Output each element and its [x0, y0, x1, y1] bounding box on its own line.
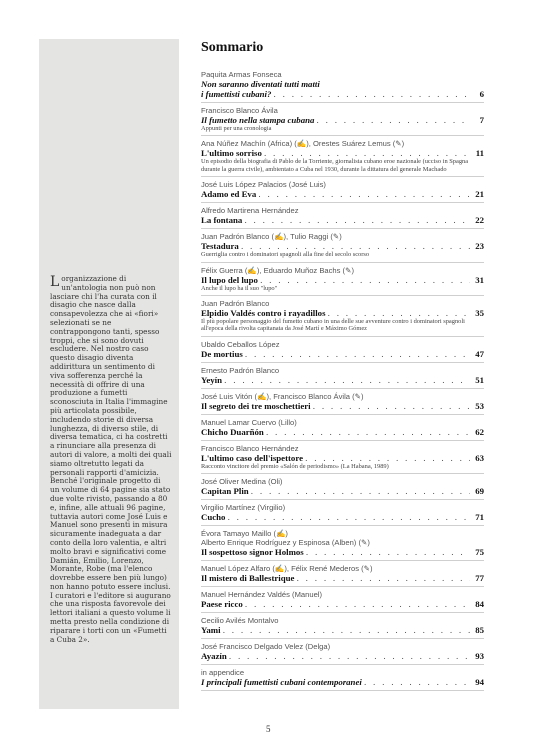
toc-entry[interactable]	[201, 587, 484, 613]
entry-title-row	[201, 573, 484, 583]
leader-dots	[260, 276, 470, 285]
entry-title: Elpidio Valdés contro i rayadillos	[201, 308, 326, 319]
leader-dots	[245, 350, 470, 359]
entry-title: Yami	[201, 625, 221, 636]
entry-author: Ana Núñez Machín (Africa) (✍), Orestes Suárez Lemus (✎)	[201, 139, 405, 149]
leader-dots	[241, 242, 470, 251]
entry-note: Il più popolare personaggio del fumetto cubano in una delle sue avventure contro i dominatori spagnoli all'epoca della rivolta capitanata da José Martí e Máximo Gómez	[201, 318, 465, 333]
leader-dots	[244, 216, 470, 225]
intro-dropcap: L	[50, 274, 60, 290]
leader-dots	[305, 454, 470, 463]
entry-author: Francisco Blanco Hernández	[201, 443, 299, 453]
leader-dots	[364, 678, 470, 687]
entry-note: Anche il lupo ha il suo "lupo"	[201, 284, 278, 292]
entry-title: Cucho	[201, 512, 226, 523]
entry-page-number: 21	[475, 189, 484, 200]
entry-title: Il lupo del lupo	[201, 274, 258, 285]
entry-title-row	[201, 215, 484, 225]
entry-author: Alberto Enrique Rodríguez y Espinosa (Alben) (✎)	[201, 538, 370, 548]
page-number: 5	[266, 724, 271, 734]
entry-page-number: 93	[475, 651, 484, 662]
entry-title-row	[201, 275, 484, 285]
entry-title: Adamo ed Eva	[201, 189, 257, 200]
entry-title: I principali fumettisti cubani contemporanei	[201, 677, 362, 688]
leader-dots	[266, 428, 470, 437]
entry-author: Alfredo Martirena Hernández	[201, 206, 299, 216]
entry-title: Il sospettoso signor Holmos	[201, 547, 304, 558]
entry-title-row	[201, 547, 484, 557]
entry-author: Juan Padrón Blanco	[201, 299, 270, 309]
entry-title: La fontana	[201, 215, 243, 226]
entry-page-number: 75	[475, 547, 484, 558]
entry-title-row	[201, 241, 484, 251]
entry-note: Un episodio della biografia di Pablo de la Torriente, giornalista cubano eroe nazionale (ucciso in Spagna durante la guerra civile), ambientato a Cuba nel 1930, durante la dittatura del generale Machado	[201, 158, 469, 173]
toc-entry[interactable]	[201, 103, 484, 136]
entry-title: De mortius	[201, 348, 243, 359]
entry-page-number: 94	[475, 677, 484, 688]
leader-dots	[229, 652, 470, 661]
entry-page-number: 11	[475, 148, 484, 159]
toc-entry[interactable]	[201, 337, 484, 363]
entry-title-row	[201, 308, 484, 318]
leader-dots	[328, 309, 471, 318]
entry-page-number: 85	[475, 625, 484, 636]
entry-title: Il mistero di Ballestrique	[201, 573, 295, 584]
entry-page-number: 7	[479, 115, 484, 125]
intro-paragraph: organizzazione di un'antologia non può non lasciare chi l'ha curata con il disagio che nasce dalla consapevolezza che ai «fiori» selezionati se ne contrappongono tanti, spesso troppi, che si sono dovuti escludere. Nel nostro caso questo disagio diventa addirittura un sentimento di viva sofferenza perché la necessità di offrire di una produzione a fumetti sconosciuta in Italia l'immagine più articolata possibile, includendo storie di diversa lunghezza, di diverso stile, di diversa tematica, ci ha costretti a rinunciare alla presenza di autori di valore, a molti dei quali siamo oltretutto legati da personali rapporti d'amicizia. Benché l'originale progetto di un volume di 64 pagine sia stato due volte rivisto, passando a 80 e, infine, alle attuali 96 pagine, tuttavia autori come José Luis e Manuel sono presenti in misura sicuramente inadeguata a dar conto della loro valentia, e altri molto bravi e significativi come Damián, Emilio, Lorenzo, Morante, Robe (ma l'elenco dovrebbe essere ben più lungo) non hanno potuto essere inclusi. I curatori e l'editore si augurano che una risposta favorevole dei lettori italiani a questo volume li metta presto nella condizione di riparare i torti con un «Fumetti a Cuba 2».	[50, 274, 172, 644]
leader-dots	[264, 149, 470, 158]
leader-dots	[306, 548, 470, 557]
entry-note: Appunti per una cronologia	[201, 125, 272, 132]
entry-title-row	[201, 512, 484, 522]
entry-page-number: 35	[475, 308, 484, 319]
toc-entry[interactable]	[201, 70, 484, 103]
entry-title: Chicho Duarñón	[201, 426, 264, 437]
entry-page-number: 77	[475, 573, 484, 584]
leader-dots	[245, 600, 470, 609]
entry-title: Il fumetto nella stampa cubana	[201, 115, 315, 125]
entry-note: Guerriglia contro i dominatori spagnoli alla fine del secolo scorso	[201, 251, 370, 259]
entry-title-row	[201, 427, 484, 437]
toc-entry[interactable]	[201, 263, 484, 296]
entry-title: L'ultimo caso dell'ispettore	[201, 452, 303, 463]
toc-entry[interactable]	[201, 526, 484, 561]
entry-title: Testadura	[201, 241, 239, 252]
entry-page-number: 51	[475, 374, 484, 385]
intro-text-block	[50, 275, 172, 644]
entry-title-row	[201, 677, 484, 687]
entry-title-row	[201, 349, 484, 359]
entry-author: Virgilio Martínez (Virgilio)	[201, 503, 286, 513]
entry-author: Manuel López Alfaro (✍), Félix René Mederos (✎)	[201, 564, 373, 574]
entry-title: Ayazín	[201, 651, 227, 662]
entry-author: Paquita Armas Fonseca	[201, 70, 282, 79]
entry-title: Paese ricco	[201, 599, 243, 610]
entry-author: José Oliver Medina (Oli)	[201, 477, 283, 487]
toc-entry[interactable]	[201, 363, 484, 389]
entry-title-row	[201, 625, 484, 635]
entry-title: Non saranno diventati tutti matti	[201, 79, 320, 89]
entry-author: Évora Tamayo Maillo (✍)	[201, 529, 288, 539]
toc-entry[interactable]	[201, 296, 484, 337]
page-title: Sommario	[201, 40, 264, 55]
entry-title-row	[201, 401, 484, 411]
leader-dots	[224, 376, 470, 385]
entry-author: Ernesto Padrón Blanco	[201, 365, 280, 375]
entry-page-number: 69	[475, 486, 484, 497]
entry-page-number: 53	[475, 400, 484, 411]
toc-entry[interactable]	[201, 415, 484, 441]
entry-page-number: 71	[475, 512, 484, 523]
entry-author: José Luis López Palacios (José Luis)	[201, 180, 326, 190]
entry-author: Ubaldo Ceballos López	[201, 339, 280, 349]
entry-author: Félix Guerra (✍), Eduardo Muñoz Bachs (✎)	[201, 265, 354, 275]
entry-page-number: 22	[475, 215, 484, 226]
entry-author: Cecilio Avilés Montalvo	[201, 616, 279, 626]
leader-dots	[316, 116, 470, 125]
toc-entry[interactable]	[201, 613, 484, 639]
leader-dots	[251, 487, 470, 496]
leader-dots	[227, 513, 470, 522]
entry-title-row	[201, 651, 484, 661]
toc-entry[interactable]	[201, 500, 484, 526]
entry-page-number: 62	[475, 426, 484, 437]
entry-title: Il segreto dei tre moschettieri	[201, 400, 311, 411]
entry-author: José Luis Vitón (✍), Francisco Blanco Ávila (✎)	[201, 391, 364, 401]
leader-dots	[273, 90, 470, 99]
entry-title: Capitan Plin	[201, 486, 249, 497]
entry-title-row	[201, 189, 484, 199]
entry-author: Manuel Lamar Cuervo (Lillo)	[201, 417, 297, 427]
entry-title-row	[201, 115, 484, 125]
toc-entry[interactable]	[201, 177, 484, 203]
entry-note: Racconto vincitore del premio «Salón de periodismo» (La Habana, 1989)	[201, 462, 389, 470]
entry-author: Manuel Hernández Valdés (Manuel)	[201, 590, 323, 600]
toc-entry[interactable]	[201, 136, 484, 177]
entry-author: in appendice	[201, 668, 245, 678]
toc-entry[interactable]	[201, 441, 484, 474]
toc-entry[interactable]	[201, 639, 484, 665]
toc-entry[interactable]	[201, 229, 484, 262]
entry-title: L'ultimo sorriso	[201, 148, 262, 159]
entry-page-number: 63	[475, 452, 484, 463]
table-of-contents	[201, 70, 484, 691]
entry-title-row	[201, 148, 484, 158]
entry-title-row	[201, 89, 484, 99]
entry-author: Francisco Blanco Ávila	[201, 106, 278, 115]
toc-entry[interactable]	[201, 203, 484, 229]
entry-title: i fumettisti cubani?	[201, 89, 272, 99]
leader-dots	[258, 190, 470, 199]
toc-entry[interactable]	[201, 474, 484, 500]
entry-page-number: 31	[475, 274, 484, 285]
entry-title-row	[201, 453, 484, 463]
toc-entry[interactable]	[201, 665, 484, 691]
entry-page-number: 84	[475, 599, 484, 610]
toc-entry[interactable]	[201, 389, 484, 415]
leader-dots	[296, 574, 470, 583]
entry-title-row	[201, 486, 484, 496]
entry-page-number: 23	[475, 241, 484, 252]
toc-entry[interactable]	[201, 561, 484, 587]
leader-dots	[223, 626, 470, 635]
entry-author: Juan Padrón Blanco (✍), Tulio Raggi (✎)	[201, 232, 342, 242]
entry-title: Yeyín	[201, 374, 223, 385]
entry-page-number: 6	[479, 89, 484, 99]
entry-title-row	[201, 599, 484, 609]
entry-page-number: 47	[475, 348, 484, 359]
entry-title-row	[201, 375, 484, 385]
leader-dots	[313, 402, 470, 411]
entry-author: José Francisco Delgado Velez (Delga)	[201, 642, 331, 652]
